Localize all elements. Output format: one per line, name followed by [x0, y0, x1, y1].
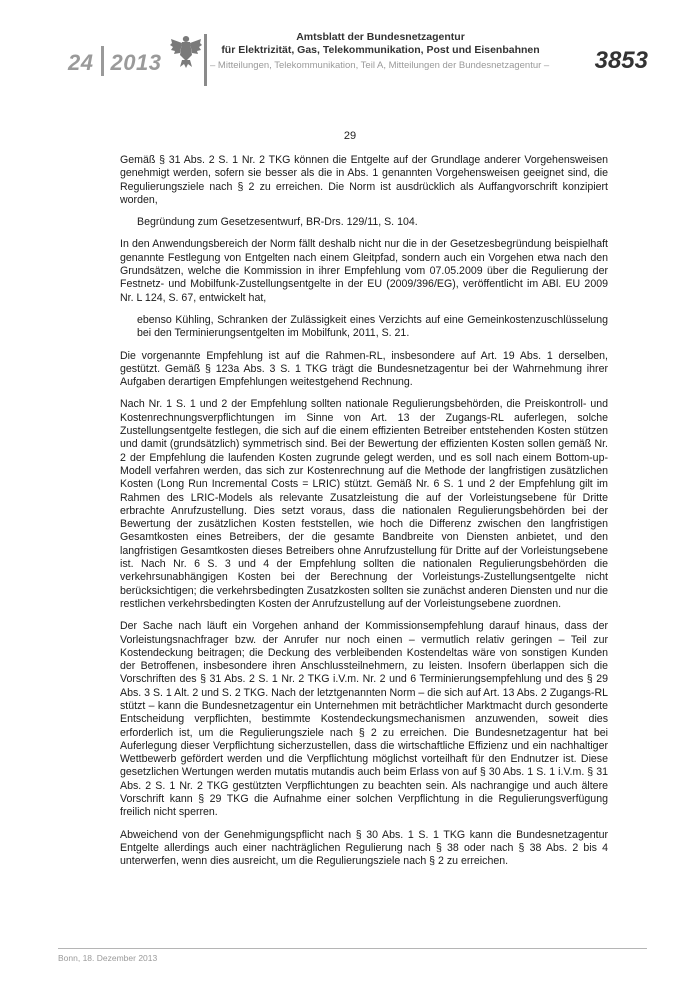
footer-date: Bonn, 18. Dezember 2013 — [58, 953, 158, 963]
inner-page-number: 29 — [343, 130, 357, 142]
citation: ebenso Kühling, Schranken der Zulässigkeit eines Verzichts auf eine Gemeinkostenzuschlüsselung bei den Terminierungsentgelten im Mobilfunk, 2011, S. 21. — [137, 313, 608, 340]
paragraph: In den Anwendungsbereich der Norm fällt deshalb nicht nur die in der Gesetzesbegründung beispielhaft genannte Festlegung von Entgelten nach einem Gleitpfad, sondern auch ein Vorgehen etwa nach den Grundsätzen, welche die Kommission in ihrer Empfehlung vom 07.05.2009 über die Regulierung der Festnetz- und Mobilfunk-Zustellungsentgelte in der EU (2009/396/EG), veröffentlicht im ABl. EU 2009 Nr. L 124, S. 67, entwickelt hat, — [120, 238, 608, 304]
paragraph: Die vorgenannte Empfehlung ist auf die Rahmen-RL, insbesondere auf Art. 19 Abs. 1 derselben, gestützt. Gemäß § 123a Abs. 3 S. 1 TKG trägt die Bundesnetzagentur bei der Wahrnehmung ihrer Aufgaben derartigen Empfehlungen weitestgehend Rechnung. — [120, 349, 608, 389]
issue-year: 2013 — [110, 50, 162, 75]
header-divider — [204, 34, 207, 86]
publication-title-line1: Amtsblatt der Bundesnetzagentur — [296, 31, 465, 43]
paragraph: Gemäß § 31 Abs. 2 S. 1 Nr. 2 TKG können die Entgelte auf der Grundlage anderer Vorgehensweisen genehmigt werden, sofern sie besser als die in Abs. 1 genannten Vorgehensweisen geeignet sind, die Regulierungsziele nach § 2 zu erreichen. Die Norm ist ausdrücklich als Auffangvorschrift konzipiert worden, — [120, 154, 608, 206]
federal-eagle-icon — [170, 33, 202, 69]
publication-title — [208, 31, 553, 56]
page-header — [0, 0, 700, 90]
issue-divider — [101, 46, 104, 76]
citation: Begründung zum Gesetzesentwurf, BR-Drs. 129/11, S. 104. — [137, 216, 418, 229]
publication-title-line2: für Elektrizität, Gas, Telekommunikation, Post und Eisenbahnen — [221, 43, 540, 56]
paragraph: Abweichend von der Genehmigungspflicht nach § 30 Abs. 1 S. 1 TKG kann die Bundesnetzagentur Entgelte allerdings auch einer nachträglichen Regulierung nach § 38 oder nach § 38 Abs. 2 bis 4 unterwerfen, wenn dies ausreicht, um die Regulierungsziele nach § 2 zu erreichen. — [120, 828, 608, 868]
issue-number: 24 — [68, 50, 94, 75]
document-body — [120, 154, 608, 878]
issue-label — [68, 50, 161, 76]
page-number: 3853 — [594, 47, 648, 74]
paragraph: Der Sache nach läuft ein Vorgehen anhand der Kommissionsempfehlung darauf hinaus, dass der Vorleistungsnachfrager bzw. der Anrufer nur noch einen – vermutlich relativ geringen – Teil zur Kostendeckung beitragen; die Deckung des verbleibenden Kostendeltas wäre von sonstigen Kunden der Betroffenen, insbesondere ihren Anschlussteilnehmern, zu leisten. Insofern überlappen sich die Vorschriften des § 31 Abs. 2 S. 1 Nr. 2 TKG i.V.m. Nr. 2 und 6 Terminierungsempfehlung und des § 29 Abs. 3 S. 1 Alt. 2 und S. 2 TKG. Nach der letztgenannten Norm – die sich auf Art. 13 Abs. 2 Zugangs-RL stützt – kann die Bundesnetzagentur ein Unternehmen mit beträchtlicher Marktmacht durch gesonderte Entscheidung verpflichten, bestimmte Kostendeckungsmechanismen anzuwenden, soweit dies erforderlich ist, um die Regulierungsziele nach § 2 zu erreichen. Die Bundesnetzagentur hat bei Auferlegung dieser Verpflichtung sicherzustellen, dass die wirtschaftliche Effizienz und ein nachhaltiger Wettbewerb gefördert werden und die Verpflichtung möglichst vorteilhaft für den Endnutzer ist. Diese gesetzlichen Wertungen werden mutatis mutandis auch beim Erlass von auf § 30 Abs. 1 S. 1 i.V.m. § 31 Abs. 2 S. 1 Nr. 2 TKG gestützten Verpflichtungen zu beachten sein. Als nachrangige und auch ältere Vorschrift kann § 29 TKG die Aufnahme einer solchen Verpflichtung in die Regulierungsverfügung freilich nicht sperren. — [120, 620, 608, 819]
publication-subtitle: – Mitteilungen, Telekommunikation, Teil A, Mitteilungen der Bundesnetzagentur – — [210, 60, 550, 71]
footer-divider — [58, 948, 647, 949]
paragraph: Nach Nr. 1 S. 1 und 2 der Empfehlung sollten nationale Regulierungsbehörden, die Preiskontroll- und Kostenrechnungsverpflichtungen im Sinne von Art. 13 der Zugangs-RL auferlegen, solche Zustellungsentgelte festlegen, die sich auf die einem effizienten Betreiber entstehenden Kosten stützen und damit (grundsätzlich) symmetrisch sind. Bei der Bewertung der effizienten Kosten sollen gemäß Nr. 2 der Empfehlung die laufenden Kosten zugrunde gelegt werden, und es soll nach einem Bottom-up-Modell verfahren werden, das sich zur Kostenrechnung auf die Methode der langfristigen zusätzlichen Kosten (Long Run Incremental Costs = LRIC) stützt. Gemäß Nr. 6 S. 1 und 2 der Empfehlung gilt im Rahmen des LRIC-Models als relevante Zusatzleistung die auf der Vorleistungsebene für Dritte erbrachte Anrufzustellung. Dies setzt voraus, dass die nationalen Regulierungsbehörden bei der Bewertung der zusätzlichen Kosten feststellen, wie hoch die Differenz zwischen den langfristigen Gesamtkosten eines Betreibers, der die gesamte Bandbreite von Diensten anbietet, und den langfristigen Gesamtkosten dieses Betreibers ohne Anrufzustellung für Dritte auf der Vorleistungsebene ist. Nach Nr. 6 S. 3 und 4 der Empfehlung sollten die nationalen Regulierungsbehörden die verkehrsunabhängigen Kosten bei der Berechnung der Vorleistungs-Zustellungsentgelte nicht berücksichtigen; die verkehrsbedingten Zusatzkosten sollten sie zunächst anderen Diensten und nur die restlichen verkehrsbedingten Kosten der Anrufzustellung auf der Vorleistungsebene zuordnen. — [120, 398, 608, 610]
